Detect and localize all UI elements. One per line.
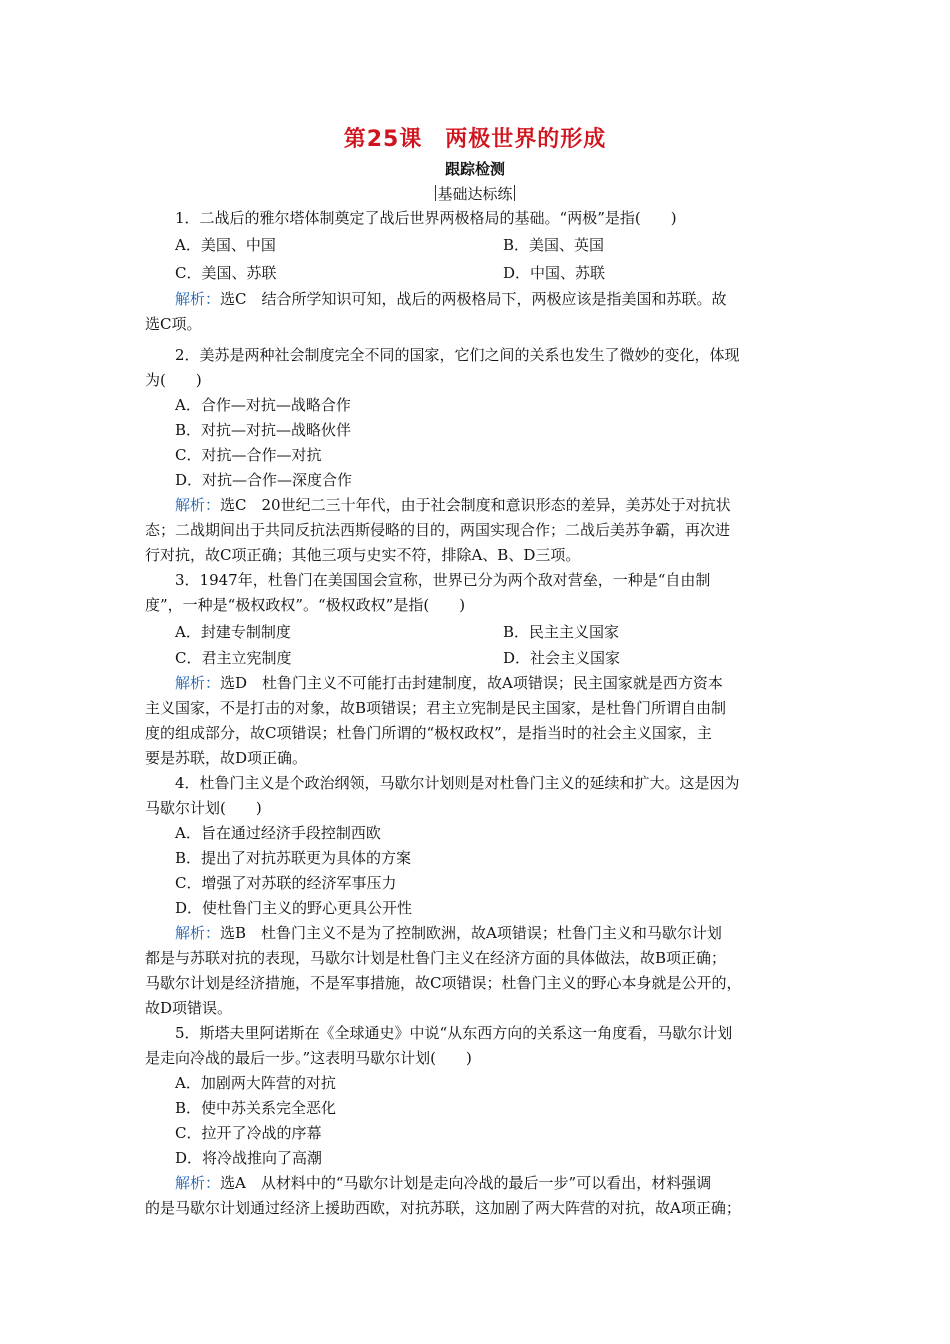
analysis-text: 选C 20世纪二三十年代，由于社会制度和意识形态的差异，美苏处于对抗状 (220, 496, 731, 514)
q4-stem-cont: 马歇尔计划( ) (145, 799, 262, 817)
q2-analysis-cont: 态；二战期间出于共同反抗法西斯侵略的目的，两国实现合作；二战后美苏争霸，再次进 (145, 521, 731, 539)
q4-analysis-cont: 故D项错误。 (145, 999, 233, 1017)
q3-option-b: B．民主主义国家 (503, 623, 620, 641)
q5-option-b: B．使中苏关系完全恶化 (175, 1099, 337, 1117)
analysis-text: 选B 杜鲁门主义不是为了控制欧洲，故A项错误；杜鲁门主义和马歇尔计划 (220, 924, 722, 942)
q2-option-a: A．合作—对抗—战略合作 (175, 396, 351, 414)
q3-analysis-cont: 度的组成部分，故C项错误；杜鲁门所谓的“极权政权”，是指当时的社会主义国家，主 (145, 724, 712, 742)
q5-stem: 5．斯塔夫里阿诺斯在《全球通史》中说“从东西方向的关系这一角度看，马歇尔计划 (175, 1024, 733, 1042)
q3-option-d: D．社会主义国家 (503, 649, 621, 667)
q5-option-c: C．拉开了冷战的序幕 (175, 1124, 322, 1142)
section-text: 基础达标练 (437, 185, 513, 203)
q1-stem: 1．二战后的雅尔塔体制奠定了战后世界两极格局的基础。“两极”是指( ) (175, 209, 677, 227)
q1-analysis (145, 287, 807, 312)
q4-option-c: C．增强了对苏联的经济军事压力 (175, 874, 397, 892)
q3-options-ab (145, 618, 807, 646)
q4-option-d: D．使杜鲁门主义的野心更具公开性 (175, 899, 413, 917)
q2-stem: 2．美苏是两种社会制度完全不同的国家，它们之间的关系也发生了微妙的变化，体现 (175, 346, 740, 364)
q5-option-d: D．将冷战推向了高潮 (175, 1149, 323, 1167)
q5-stem-cont: 是走向冷战的最后一步。”这表明马歇尔计划( ) (145, 1049, 472, 1067)
q1-analysis-cont: 选C项。 (145, 315, 202, 333)
q1-option-c: C．美国、苏联 (175, 264, 277, 282)
q2-analysis-cont: 行对抗，故C项正确；其他三项与史实不符，排除A、B、D三项。 (145, 546, 581, 564)
q4-option-a: A．旨在通过经济手段控制西欧 (175, 824, 381, 842)
q3-option-c: C．君主立宪制度 (175, 649, 292, 667)
q3-analysis-cont: 要是苏联，故D项正确。 (145, 749, 308, 767)
q4-analysis-cont: 都是与苏联对抗的表现，马歇尔计划是杜鲁门主义在经济方面的具体做法，故B项正确； (145, 949, 727, 967)
q2-option-d: D．对抗—合作—深度合作 (175, 471, 353, 489)
q2-analysis (145, 493, 807, 518)
q4-analysis-cont: 马歇尔计划是经济措施，不是军事措施，故C项错误；杜鲁门主义的野心本身就是公开的， (145, 974, 742, 992)
q3-stem: 3．1947年，杜鲁门在美国国会宣称，世界已分为两个敌对营垒，一种是“自由制 (175, 571, 711, 589)
q1-option-d: D．中国、苏联 (503, 264, 606, 282)
q5-option-a: A．加剧两大阵营的对抗 (175, 1074, 336, 1092)
analysis-label: 解析： (175, 924, 221, 942)
q5-analysis-cont: 的是马歇尔计划通过经济上援助西欧，对抗苏联，这加剧了两大阵营的对抗，故A项正确； (145, 1199, 741, 1217)
analysis-label: 解析： (175, 674, 221, 692)
q4-analysis (145, 921, 807, 946)
lesson-title: 第25课 两极世界的形成 (343, 127, 607, 152)
q1-option-b: B．美国、英国 (503, 236, 605, 254)
q3-analysis (145, 671, 807, 696)
q2-stem-cont: 为( ) (145, 371, 202, 389)
q3-options-cd (145, 646, 807, 671)
analysis-text: 选D 杜鲁门主义不可能打击封建制度，故A项错误；民主国家就是西方资本 (220, 674, 723, 692)
analysis-label: 解析： (175, 1174, 221, 1192)
q2-option-c: C．对抗—合作—对抗 (175, 446, 322, 464)
analysis-label: 解析： (175, 290, 221, 308)
q3-analysis-cont: 主义国家，不是打击的对象，故B项错误；君主立宪制是民主国家，是杜鲁门所谓自由制 (145, 699, 727, 717)
questions (145, 206, 807, 1221)
section-label (0, 183, 950, 204)
q3-option-a: A．封建专制制度 (175, 623, 291, 641)
section-right-bar (514, 185, 515, 201)
q3-stem-cont: 度”，一种是“极权政权”。“极权政权”是指( ) (145, 596, 466, 614)
q2-option-b: B．对抗—对抗—战略伙伴 (175, 421, 352, 439)
analysis-text: 选C 结合所学知识可知，战后的两极格局下，两极应该是指美国和苏联。故 (220, 290, 727, 308)
q1-options-ab (145, 231, 807, 259)
q4-option-b: B．提出了对抗苏联更为具体的方案 (175, 849, 412, 867)
analysis-text: 选A 从材料中的“马歇尔计划是走向冷战的最后一步”可以看出，材料强调 (220, 1174, 712, 1192)
q1-option-a: A．美国、中国 (175, 236, 276, 254)
q5-analysis (145, 1171, 807, 1196)
q1-options-cd (145, 259, 807, 287)
q4-stem: 4．杜鲁门主义是个政治纲领，马歇尔计划则是对杜鲁门主义的延续和扩大。这是因为 (175, 774, 740, 792)
subtitle: 跟踪检测 (444, 160, 505, 178)
analysis-label: 解析： (175, 496, 221, 514)
